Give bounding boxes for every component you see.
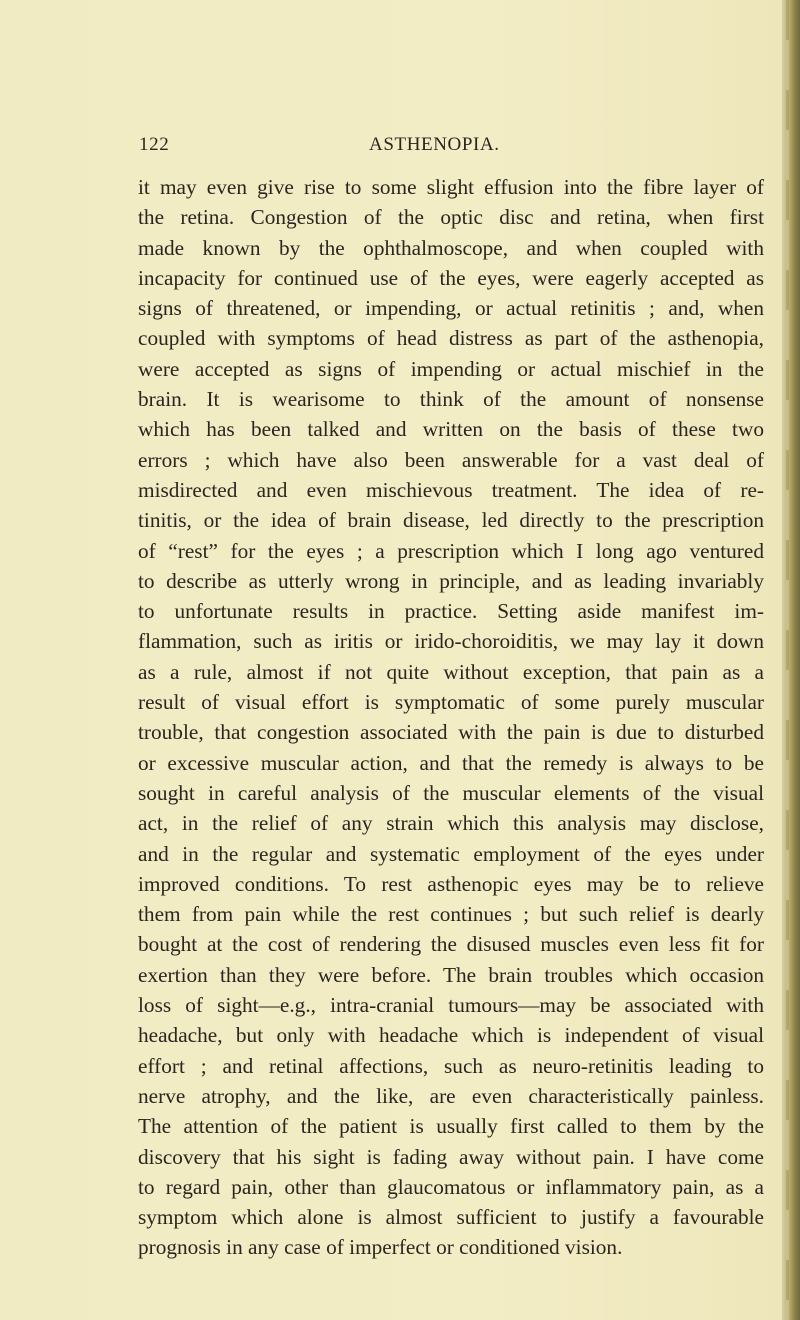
text-line: errors ; which have also been answerable for a vast deal of [138, 447, 764, 472]
text-line: headache, but only with headache which is independent of visual [138, 1023, 764, 1048]
text-line: bought at the cost of rendering the disused muscles even less fit for [138, 932, 764, 957]
text-line: The attention of the patient is usually first called to them by the [138, 1114, 764, 1139]
text-line: sought in careful analysis of the muscular elements of the visual [138, 780, 764, 805]
text-line: improved conditions. To rest asthenopic eyes may be to relieve [138, 871, 764, 896]
text-line: which has been talked and written on the basis of these two [138, 417, 764, 442]
text-line: trouble, that congestion associated with the pain is due to disturbed [138, 720, 764, 745]
text-line: misdirected and even mischievous treatment. The idea of re- [138, 477, 764, 502]
text-line: act, in the relief of any strain which this analysis may disclose, [138, 811, 764, 836]
page-edge-binding [782, 0, 800, 1320]
text-line: were accepted as signs of impending or actual mischief in the [138, 356, 764, 381]
text-line: discovery that his sight is fading away without pain. I have come [138, 1144, 764, 1169]
text-line: to unfortunate results in practice. Setting aside manifest im- [138, 599, 764, 624]
text-line: incapacity for continued use of the eyes, were eagerly accepted as [138, 265, 764, 290]
text-line: them from pain while the rest continues ; but such relief is dearly [138, 902, 764, 927]
text-line: to describe as utterly wrong in principle, and as leading invariably [138, 568, 764, 593]
text-line: made known by the ophthalmoscope, and when coupled with [138, 235, 764, 260]
text-line: or excessive muscular action, and that the remedy is always to be [138, 750, 764, 775]
text-line: the retina. Congestion of the optic disc and retina, when first [138, 205, 764, 230]
text-line: to regard pain, other than glaucomatous or inflammatory pain, as a [138, 1174, 764, 1199]
text-line: and in the regular and systematic employment of the eyes under [138, 841, 764, 866]
text-line: effort ; and retinal affections, such as neuro-retinitis leading to [138, 1053, 764, 1078]
text-line: of “rest” for the eyes ; a prescription which I long ago ventured [138, 538, 764, 563]
text-line: nerve atrophy, and the like, are even characteristically painless. [138, 1083, 764, 1108]
text-line: tinitis, or the idea of brain disease, led directly to the prescription [138, 508, 764, 533]
running-head [139, 134, 759, 158]
page-number: 122 [139, 134, 170, 155]
text-line: loss of sight—e.g., intra-cranial tumours—may be associated with [138, 993, 764, 1018]
text-line: symptom which alone is almost sufficient to justify a favourable [138, 1205, 764, 1230]
text-line: prognosis in any case of imperfect or conditioned vision. [138, 1235, 623, 1260]
text-line: coupled with symptoms of head distress as part of the asthenopia, [138, 326, 764, 351]
text-line: signs of threatened, or impending, or actual retinitis ; and, when [138, 296, 764, 321]
text-line: exertion than they were before. The brain troubles which occasion [138, 962, 764, 987]
text-line: as a rule, almost if not quite without exception, that pain as a [138, 659, 764, 684]
text-line: it may even give rise to some slight effusion into the fibre layer of [138, 175, 764, 199]
body-paragraph [138, 172, 764, 1263]
text-line: flammation, such as iritis or irido-choroiditis, we may lay it down [138, 629, 764, 654]
running-title: ASTHENOPIA. [369, 134, 500, 155]
text-line: brain. It is wearisome to think of the amount of nonsense [138, 387, 764, 412]
text-line: result of visual effort is symptomatic of some purely muscular [138, 690, 764, 715]
